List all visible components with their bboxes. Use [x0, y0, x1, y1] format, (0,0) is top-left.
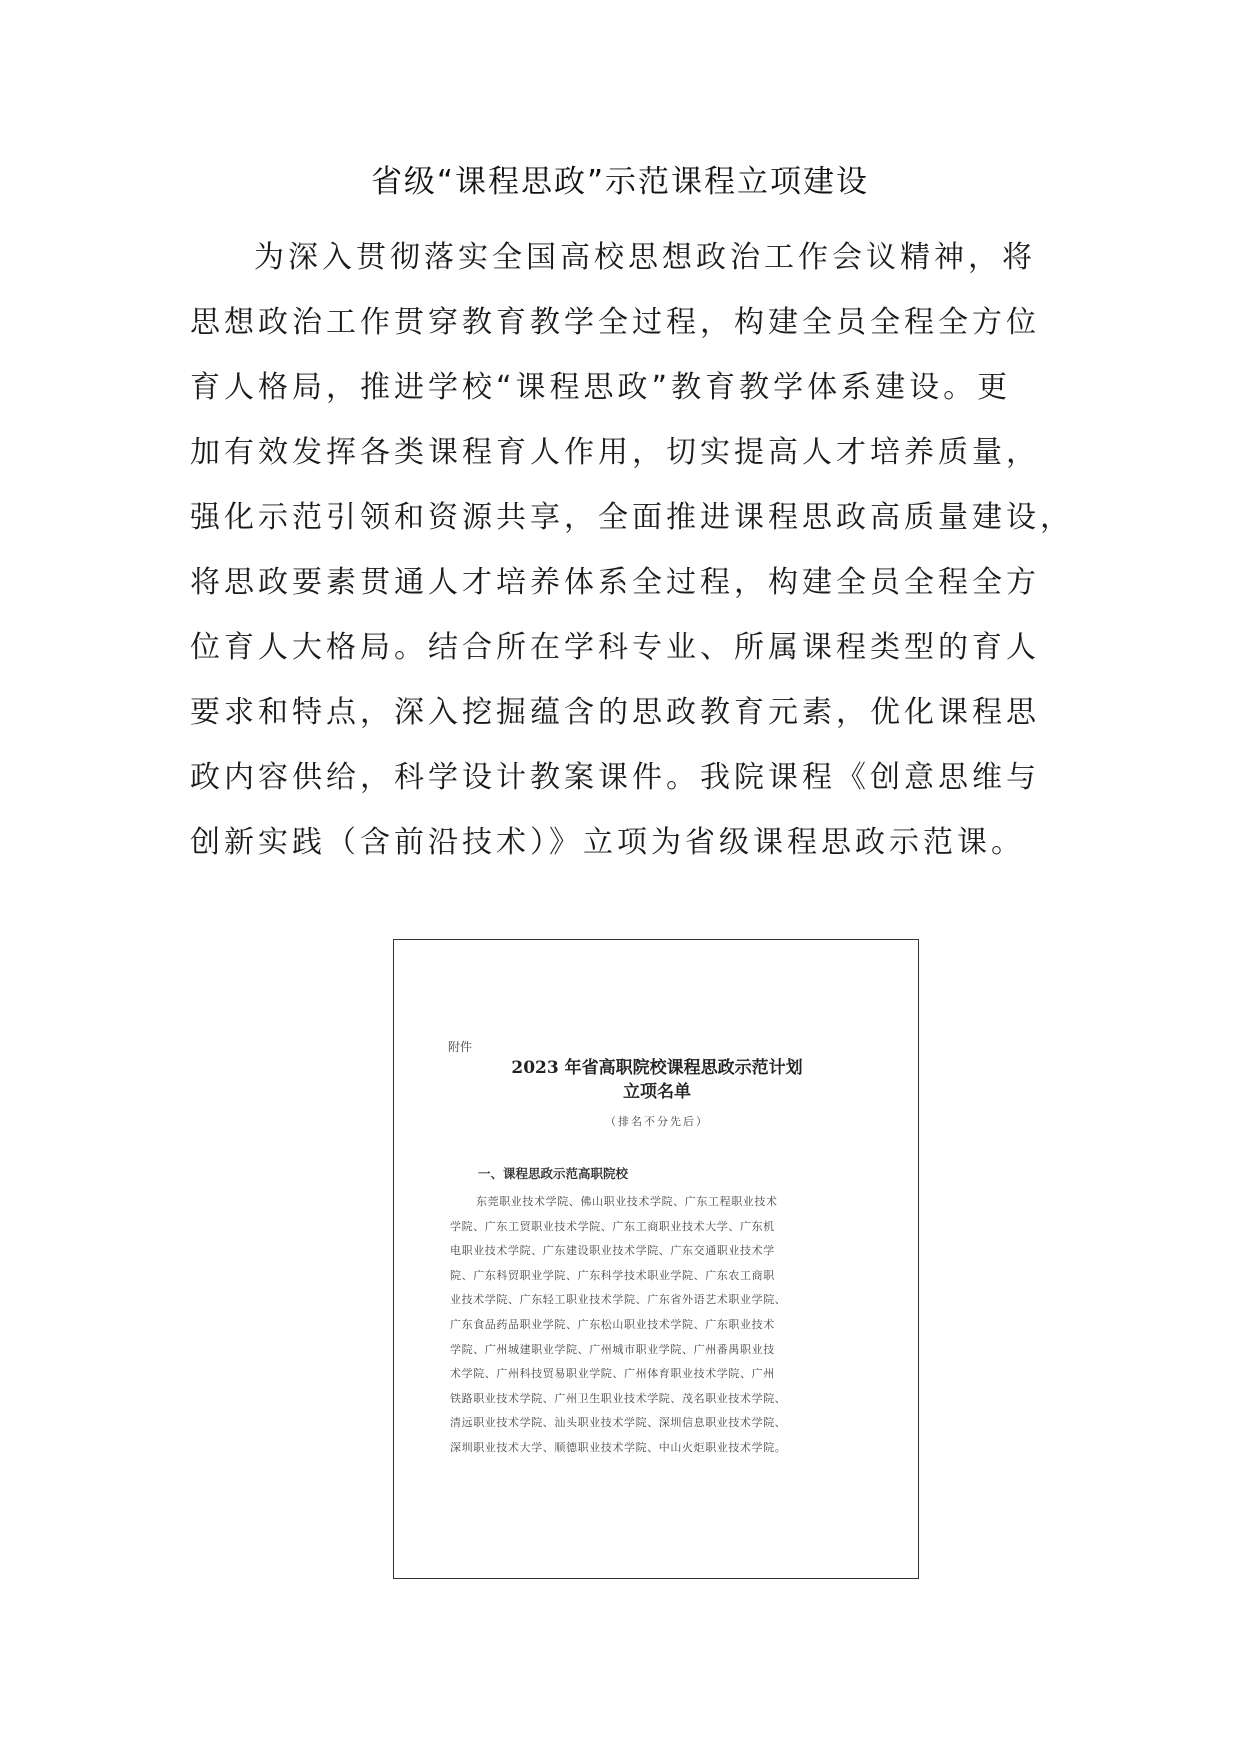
body-paragraph — [190, 225, 1074, 875]
list-line: 铁路职业技术学院、广州卫生职业技术学院、茂名职业技术学院、 — [450, 1391, 787, 1405]
paragraph-line: 强化示范引领和资源共享，全面推进课程思政高质量建设， — [190, 500, 1074, 535]
paragraph-line: 为深入贯彻落实全国高校思想政治工作会议精神，将 — [254, 240, 1036, 275]
page-title: 省级“课程思政”示范课程立项建设 — [370, 164, 870, 200]
list-line: 学院、广州城建职业学院、广州城市职业学院、广州番禺职业技 — [450, 1342, 775, 1356]
list-line: 院、广东科贸职业学院、广东科学技术职业学院、广东农工商职 — [450, 1268, 775, 1282]
list-line: 学院、广东工贸职业技术学院、广东工商职业技术大学、广东机 — [450, 1219, 775, 1233]
list-line: 广东食品药品职业学院、广东松山职业技术学院、广东职业技术 — [450, 1317, 775, 1331]
list-line: 清远职业技术学院、汕头职业技术学院、深圳信息职业技术学院、 — [450, 1416, 787, 1430]
list-line: 东莞职业技术学院、佛山职业技术学院、广东工程职业技术 — [476, 1195, 778, 1208]
attachment-scan-image — [393, 939, 919, 1579]
paragraph-line: 加有效发挥各类课程育人作用，切实提高人才培养质量， — [190, 435, 1040, 470]
attachment-section-heading: 一、课程思政示范高职院校 — [478, 1166, 629, 1181]
attachment-school-list — [450, 1190, 870, 1461]
paragraph-line: 位育人大格局。结合所在学科专业、所属课程类型的育人 — [190, 630, 1040, 665]
paragraph-line: 将思政要素贯通人才培养体系全过程，构建全员全程全方 — [190, 565, 1040, 600]
list-line: 业技术学院、广东轻工职业技术学院、广东省外语艺术职业学院、 — [450, 1293, 787, 1307]
list-line: 术学院、广州科技贸易职业学院、广州体育职业技术学院、广州 — [450, 1367, 775, 1381]
attachment-title-line: 立项名单 — [623, 1082, 691, 1102]
paragraph-line: 政内容供给，科学设计教案课件。我院课程《创意思维与 — [190, 760, 1040, 795]
list-line: 深圳职业技术大学、顺德职业技术学院、中山火炬职业技术学院。 — [450, 1440, 787, 1454]
attachment-label: 附件 — [448, 1040, 473, 1054]
attachment-title-line: 2023 年省高职院校课程思政示范计划 — [511, 1058, 803, 1078]
list-line: 电职业技术学院、广东建设职业技术学院、广东交通职业技术学 — [450, 1244, 775, 1258]
paragraph-line: 育人格局，推进学校“课程思政”教育教学体系建设。更 — [190, 370, 1012, 405]
paragraph-line: 要求和特点，深入挖掘蕴含的思政教育元素，优化课程思 — [190, 695, 1040, 730]
attachment-title — [394, 1056, 920, 1104]
attachment-note: （排名不分先后） — [605, 1115, 709, 1128]
paragraph-line: 思想政治工作贯穿教育教学全过程，构建全员全程全方位 — [190, 305, 1040, 340]
paragraph-line: 创新实践（含前沿技术）》立项为省级课程思政示范课。 — [190, 825, 1025, 860]
